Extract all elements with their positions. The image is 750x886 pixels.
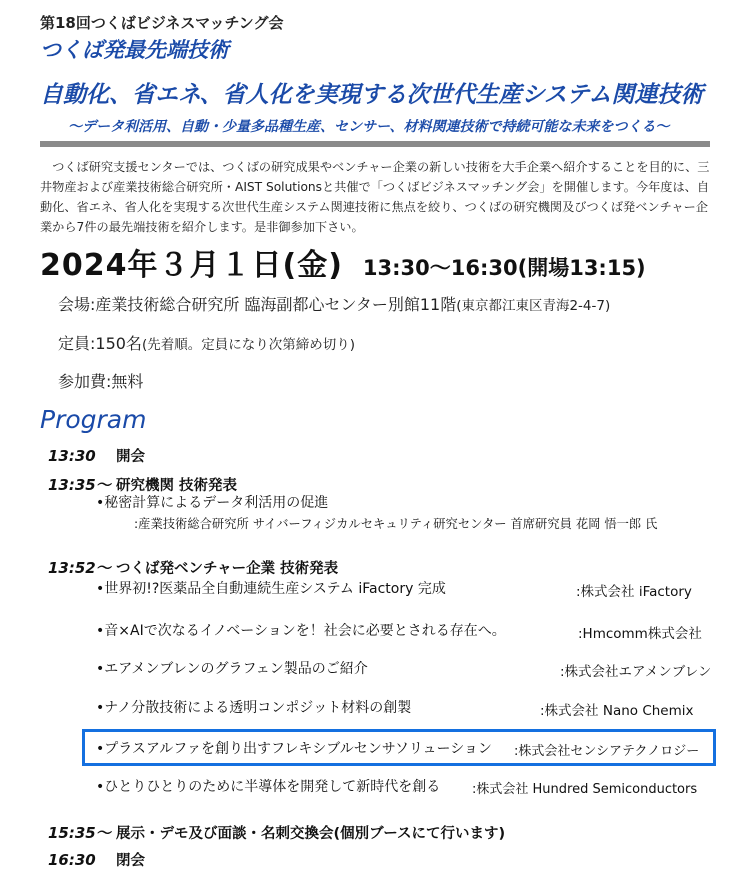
venue-address: (東京都江東区青海2-4-7) [456, 298, 611, 314]
opening-time: 13:30 [48, 447, 96, 465]
program-session-2 [48, 557, 338, 578]
program-heading: Program [40, 405, 147, 434]
session1-label: 研究機関 技術発表 [116, 478, 238, 494]
exhibition-time: 15:35～ [48, 824, 111, 842]
session1-time: 13:35～ [48, 476, 111, 494]
capacity [58, 331, 355, 354]
event-time: 13:30～16:30(開場13:15) [362, 256, 646, 280]
capacity-label: 定員:150名 [58, 334, 142, 353]
closing-label: 閉会 [116, 853, 145, 869]
session2-item-6-title: •ひとりひとりのために半導体を開発して新時代を創る [96, 779, 441, 795]
session2-item-1-org: :株式会社 iFactory [576, 584, 692, 600]
title-line-2: 自動化、省エネ、省人化を実現する次世代生産システム関連技術 [40, 82, 704, 108]
closing-time: 16:30 [48, 851, 96, 869]
session2-item-5-org: :株式会社センシアテクノロジー [514, 744, 700, 759]
session1-item: •秘密計算によるデータ利活用の促進 [96, 495, 329, 511]
exhibition-label: 展示・デモ及び面談・名刺交換会(個別ブースにて行います) [116, 826, 506, 842]
divider-rule [40, 141, 710, 147]
fee: 参加費:無料 [58, 372, 144, 391]
session2-item-2-title: •音×AIで次なるイノベーションを！社会に必要とされる存在へ。 [96, 623, 506, 639]
capacity-note: (先着順。定員になり次第締め切り) [141, 337, 355, 353]
program-exhibition [48, 822, 505, 843]
session2-item-3-org: :株式会社エアメンブレン [560, 664, 712, 680]
session2-item-3-title: •エアメンブレンのグラフェン製品のご紹介 [96, 661, 368, 677]
venue-label: 会場:産業技術総合研究所 臨海副都心センター別館11階 [58, 295, 457, 314]
session2-item-2-org: :Hmcomm株式会社 [578, 626, 702, 642]
program-closing [48, 849, 145, 870]
subtitle: ～データ利活用、自動・少量多品種生産、センサー、材料関連技術で持続可能な未来をつくる～ [68, 119, 670, 135]
session2-item-5-title: •プラスアルファを創り出すフレキシブルセンサソリューション [96, 741, 492, 757]
session2-item-4-title: •ナノ分散技術による透明コンポジット材料の創製 [96, 700, 412, 716]
session2-item-1-title: •世界初!?医薬品全自動連続生産システム iFactory 完成 [96, 581, 446, 597]
session2-label: つくば発ベンチャー企業 技術発表 [116, 561, 339, 577]
session1-presenter: :産業技術総合研究所 サイバーフィジカルセキュリティ研究センター 首席研究員 花岡 悟一郎 氏 [134, 517, 658, 531]
program-opening [48, 445, 145, 466]
session2-item-4-org: :株式会社 Nano Chemix [540, 703, 694, 719]
session2-item-6-org: :株式会社 Hundred Semiconductors [472, 782, 698, 797]
venue [58, 292, 610, 315]
intro-paragraph: つくば研究支援センターでは、つくばの研究成果やベンチャー企業の新しい技術を大手企業へ紹介することを目的に、三井物産および産業技術総合研究所・AIST Solutionsと共催で「つくばビジネスマッチング会」を開催します。今年度は、自動化、省エネ、省人化を実現する次世代生産システム関連技術に焦点を絞り、つくばの研究機関及びつくば発ベンチャー企業から7件の最先端技術を紹介します。是非御参加下さい。 [40, 160, 710, 234]
session2-time: 13:52～ [48, 559, 111, 577]
title-line-1: つくば発最先端技術 [40, 38, 229, 62]
event-date [40, 240, 646, 284]
event-name: 第18回つくばビジネスマッチング会 [40, 14, 284, 32]
event-day: 2024年３月１日(金) [40, 248, 343, 283]
opening-label: 開会 [116, 449, 145, 465]
